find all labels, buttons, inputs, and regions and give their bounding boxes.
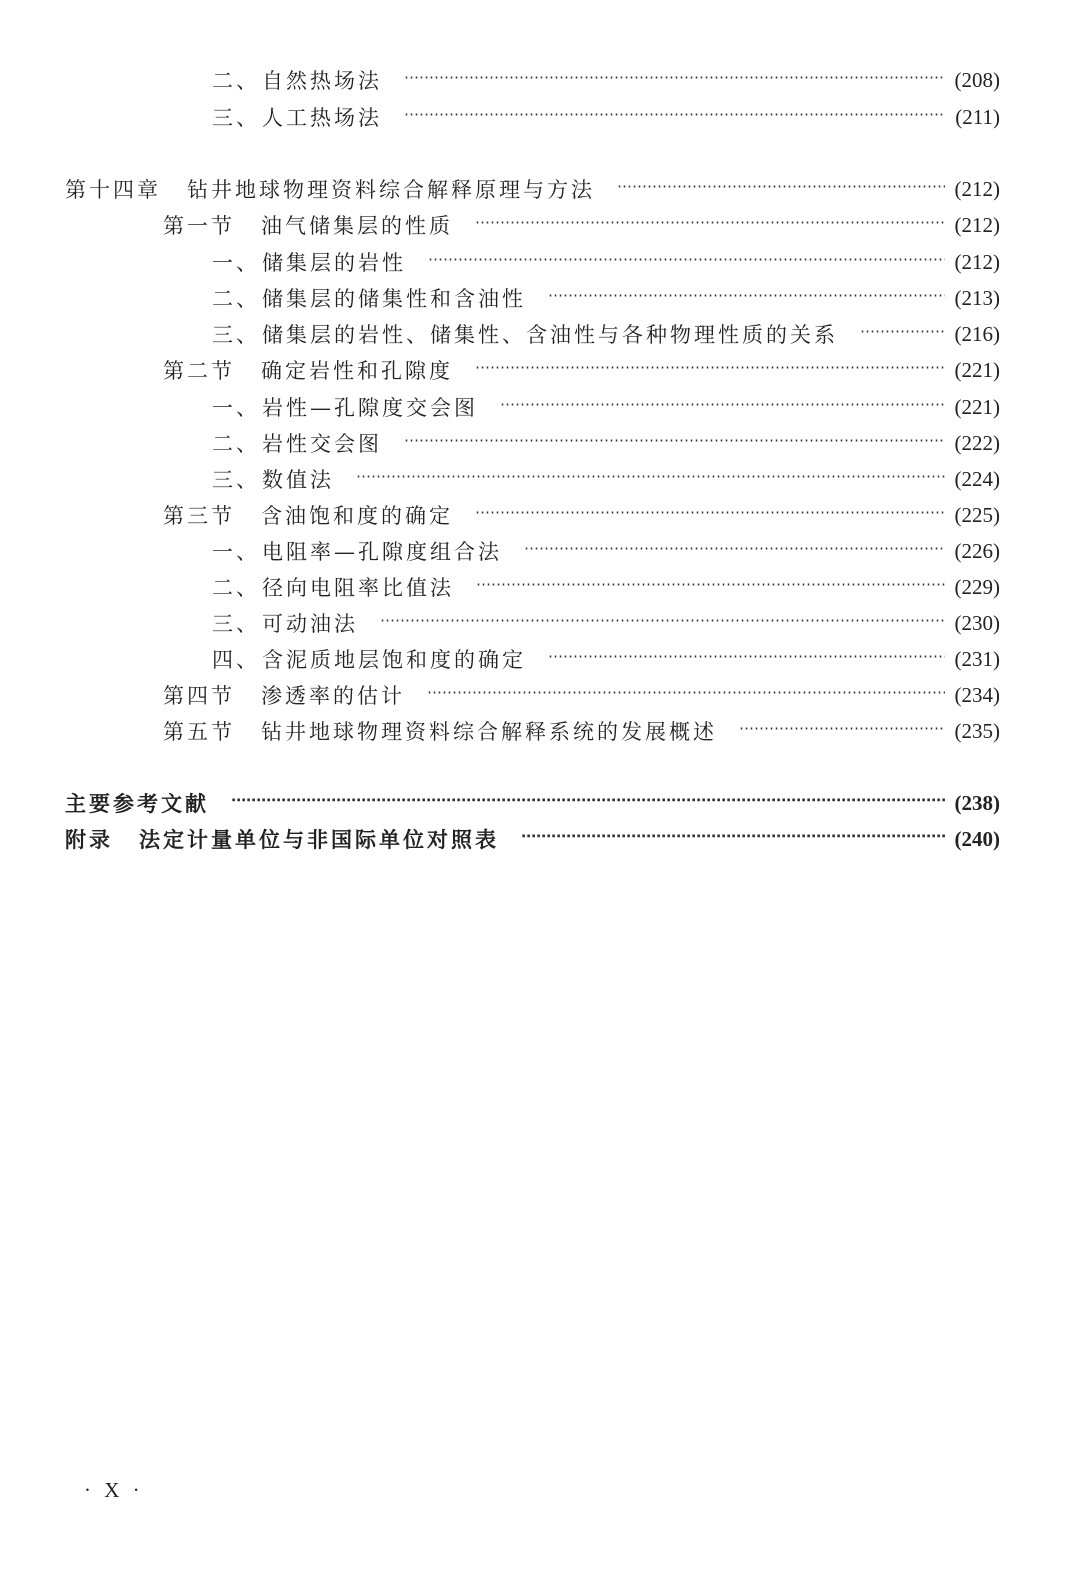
toc-entry-title: 径向电阻率比值法 xyxy=(262,576,454,600)
toc-entry-number: 一、 xyxy=(212,251,260,275)
toc-entry[interactable] xyxy=(0,533,1000,569)
toc-entry-title: 岩性—孔隙度交会图 xyxy=(262,396,478,420)
toc-entry-title: 自然热场法 xyxy=(262,69,382,93)
toc-section-entry[interactable] xyxy=(0,207,1000,243)
toc-entry-page: (240) xyxy=(954,826,1000,851)
toc-entry-title: 数值法 xyxy=(262,468,334,492)
toc-appendix-entry[interactable] xyxy=(0,821,1000,857)
toc-entry-page: (222) xyxy=(954,430,1000,455)
page-number-marker: · X · xyxy=(84,1478,144,1502)
toc-entry-title: 储集层的岩性、储集性、含油性与各种物理性质的关系 xyxy=(262,323,838,347)
dot-leader xyxy=(617,177,945,195)
toc-entry-page: (230) xyxy=(954,610,1000,635)
dot-leader xyxy=(404,68,945,86)
dot-leader xyxy=(475,503,945,521)
toc-entry-title: 法定计量单位与非国际单位对照表 xyxy=(139,828,499,852)
toc-entry-title: 人工热场法 xyxy=(262,106,382,130)
toc-entry-title: 钻井地球物理资料综合解释系统的发展概述 xyxy=(261,720,717,744)
toc-entry-number: 第十四章 xyxy=(65,178,161,202)
dot-leader xyxy=(404,105,945,123)
toc-entry-number: 二、 xyxy=(212,69,260,93)
toc-section-entry[interactable] xyxy=(0,713,1000,749)
dot-leader xyxy=(739,719,945,737)
toc-entry-page: (211) xyxy=(955,104,1000,129)
dot-leader xyxy=(548,286,945,304)
dot-leader xyxy=(428,250,945,268)
toc-entry-title: 含泥质地层饱和度的确定 xyxy=(262,648,526,672)
toc-entry[interactable] xyxy=(0,569,1000,605)
toc-entry-number: 第五节 xyxy=(163,720,235,744)
toc-entry-number: 第一节 xyxy=(163,214,235,238)
dot-leader xyxy=(356,467,945,485)
toc-entry-title: 油气储集层的性质 xyxy=(261,214,453,238)
toc-chapter-entry[interactable] xyxy=(0,171,1000,207)
toc-entry-page: (235) xyxy=(954,718,1000,743)
toc-entry[interactable] xyxy=(0,461,1000,497)
toc-section-entry[interactable] xyxy=(0,677,1000,713)
toc-entry-number: 四、 xyxy=(212,648,260,672)
toc-section-entry[interactable] xyxy=(0,352,1000,388)
toc-entry-page: (212) xyxy=(954,176,1000,201)
toc-entry-title: 岩性交会图 xyxy=(262,432,382,456)
toc-entry-number: 一、 xyxy=(212,540,260,564)
dot-leader xyxy=(380,611,945,629)
toc-entry-page: (208) xyxy=(954,67,1000,92)
toc-entry-page: (213) xyxy=(954,285,1000,310)
toc-entry-title: 钻井地球物理资料综合解释原理与方法 xyxy=(187,178,595,202)
toc-entry[interactable] xyxy=(0,425,1000,461)
toc-entry-number: 第三节 xyxy=(163,504,235,528)
toc-entry-page: (229) xyxy=(954,574,1000,599)
toc-entry-page: (224) xyxy=(954,466,1000,491)
toc-entry-number: 二、 xyxy=(212,287,260,311)
toc-entry[interactable] xyxy=(0,605,1000,641)
dot-leader xyxy=(500,395,945,413)
dot-leader xyxy=(548,647,945,665)
toc-entry-page: (231) xyxy=(954,646,1000,671)
toc-entry-number: 三、 xyxy=(212,468,260,492)
toc-entry-page: (238) xyxy=(954,790,1000,815)
toc-entry-title: 确定岩性和孔隙度 xyxy=(261,359,453,383)
toc-references-entry[interactable] xyxy=(0,785,1000,821)
toc-entry-number: 附录 xyxy=(65,828,113,852)
toc-entry-number: 二、 xyxy=(212,576,260,600)
dot-leader xyxy=(524,539,945,557)
toc-entry-title: 主要参考文献 xyxy=(65,792,209,816)
toc-entry-page: (234) xyxy=(954,682,1000,707)
toc-entry[interactable] xyxy=(0,316,1000,352)
toc-entry[interactable] xyxy=(0,99,1000,135)
toc-entry-title: 渗透率的估计 xyxy=(261,684,405,708)
dot-leader xyxy=(476,575,945,593)
toc-entry-page: (221) xyxy=(954,394,1000,419)
toc-entry[interactable] xyxy=(0,62,1000,98)
toc-entry[interactable] xyxy=(0,280,1000,316)
toc-entry[interactable] xyxy=(0,641,1000,677)
toc-entry-title: 可动油法 xyxy=(262,612,358,636)
dot-leader xyxy=(404,431,945,449)
toc-entry-number: 三、 xyxy=(212,612,260,636)
toc-entry-number: 三、 xyxy=(212,106,260,130)
toc-entry-title: 储集层的岩性 xyxy=(262,251,406,275)
dot-leader xyxy=(521,827,945,845)
dot-leader xyxy=(427,683,945,701)
toc-entry-number: 第四节 xyxy=(163,684,235,708)
toc-entry-title: 储集层的储集性和含油性 xyxy=(262,287,526,311)
toc-entry-page: (216) xyxy=(954,321,1000,346)
dot-leader xyxy=(475,213,945,231)
toc-entry-number: 二、 xyxy=(212,432,260,456)
toc-entry[interactable] xyxy=(0,244,1000,280)
toc-entry-number: 第二节 xyxy=(163,359,235,383)
toc-entry[interactable] xyxy=(0,389,1000,425)
dot-leader xyxy=(860,322,945,340)
toc-entry-page: (221) xyxy=(954,357,1000,382)
toc-section-entry[interactable] xyxy=(0,497,1000,533)
toc-entry-number: 三、 xyxy=(212,323,260,347)
toc-entry-title: 电阻率—孔隙度组合法 xyxy=(262,540,502,564)
toc-entry-title: 含油饱和度的确定 xyxy=(261,504,453,528)
toc-entry-page: (212) xyxy=(954,249,1000,274)
toc-entry-number: 一、 xyxy=(212,396,260,420)
toc-entry-page: (225) xyxy=(954,502,1000,527)
dot-leader xyxy=(475,358,945,376)
toc-entry-page: (212) xyxy=(954,212,1000,237)
toc-entry-page: (226) xyxy=(954,538,1000,563)
dot-leader xyxy=(231,791,945,809)
